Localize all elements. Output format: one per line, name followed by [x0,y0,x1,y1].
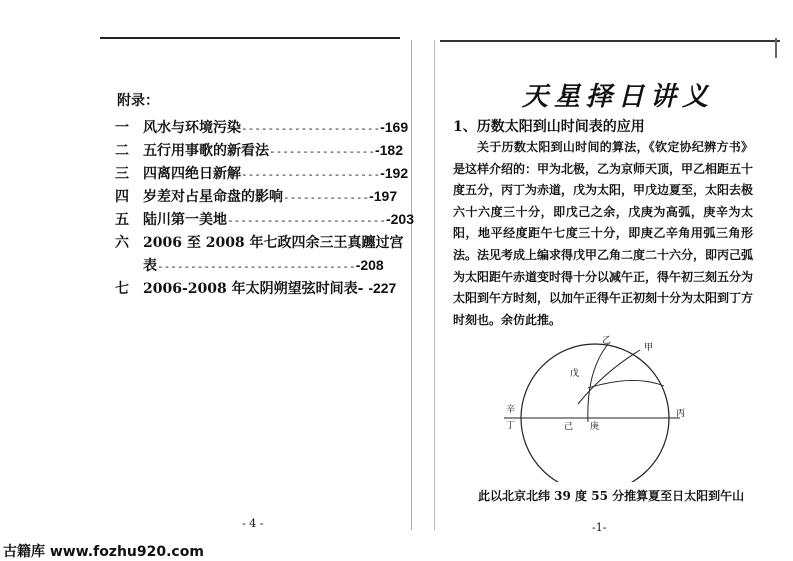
right-page-top-rule [440,40,780,42]
toc-number: 七 [115,281,129,297]
body-paragraph: 关于历数太阳到山时间的算法，《钦定协纪辨方书》是这样介绍的：甲为北极，乙为京师天顶，甲乙相距五十度五分，丙丁为赤道，戊为太阳，甲戊边夏至，太阳去极六十六度三十分，即戊己之余，戊庚为高弧，庚辛为太阳，地平经度距午七度三十分，即庚乙辛角用弧三角形法。法见考成上编求得戊甲乙角二度二十六分，即丙己弧为太阳距午赤道变时得十分以减午正，得午初三刻五分为太阳到午方时刻，以加午正得午正初刻十分为太阳到丁方时刻也。余仿此推。 [453,140,754,327]
toc-row[interactable] [115,140,403,160]
book-title: 天星择日讲义 [522,82,715,112]
toc-row[interactable] [115,255,384,275]
gutter-line-left [411,40,412,530]
gutter-line-right [434,40,435,530]
section-heading: 1、历数太阳到山时间表的应用 [453,119,645,135]
label-wu: 戊 [570,369,580,379]
toc-title: 岁差对占星命盘的影响 [143,189,283,205]
toc-row[interactable] [115,117,408,137]
toc-page: -227 [368,280,397,296]
toc-title: 表 [143,258,157,274]
toc-page: -197 [369,188,398,204]
toc-number: 五 [115,212,129,228]
sun-path-arc [578,350,640,404]
toc-row[interactable] [115,232,404,252]
toc-title: 五行用事歌的新看法 [143,143,269,159]
toc-leader: ---------------- [269,145,375,158]
toc-number: 四 [115,189,129,205]
toc-row[interactable] [115,186,397,206]
diagram-caption: 此以北京北纬 39 度 55 分推算夏至日太阳到午山 [478,489,745,503]
toc-leader: --------------------- [241,122,381,135]
toc-leader: --------------------- [241,168,381,181]
toc-title: 风水与环境污染 [143,120,241,136]
toc-number: 三 [115,166,129,182]
toc-leader: ------------- [283,191,370,204]
label-xin: 辛 [506,405,516,415]
toc-page: -169 [380,119,409,135]
toc-title: 2006-2008 年太阴朔望弦时间表- [143,281,369,297]
toc-page: -208 [355,257,384,273]
site-watermark: 古籍库 www.fozhu920.com [3,544,204,560]
right-page-number: -1- [592,521,607,534]
toc-number: 二 [115,143,129,159]
toc-leader: ------------------------ [227,214,386,227]
label-yi: 乙 [602,336,612,346]
label-ding: 丁 [506,421,516,431]
appendix-heading: 附录： [117,93,159,109]
toc-number: 一 [115,120,129,136]
toc-title: 2006 至 2008 年七政四余三王真躔过宫 [143,235,404,251]
toc-title: 四离四绝日新解 [143,166,241,182]
page-edge-mark [775,38,777,58]
toc-row[interactable] [115,278,396,298]
left-page-number: - 4 - [242,517,264,530]
toc-page: -192 [380,165,409,181]
toc-leader: ------------------------------ [157,260,356,273]
left-page-top-rule [100,37,400,39]
label-jia: 甲 [644,343,654,353]
celestial-sphere-diagram [504,332,694,482]
label-geng: 庚 [590,422,600,432]
label-bing: 丙 [676,409,686,419]
label-ji: 己 [564,422,574,432]
toc-title: 陆川第一美地 [143,212,227,228]
toc-row[interactable] [115,209,414,229]
toc-page: -182 [374,142,403,158]
toc-page: -203 [385,211,414,227]
toc-number: 六 [115,235,129,251]
sphere-circle [521,344,669,482]
toc-row[interactable] [115,163,408,183]
